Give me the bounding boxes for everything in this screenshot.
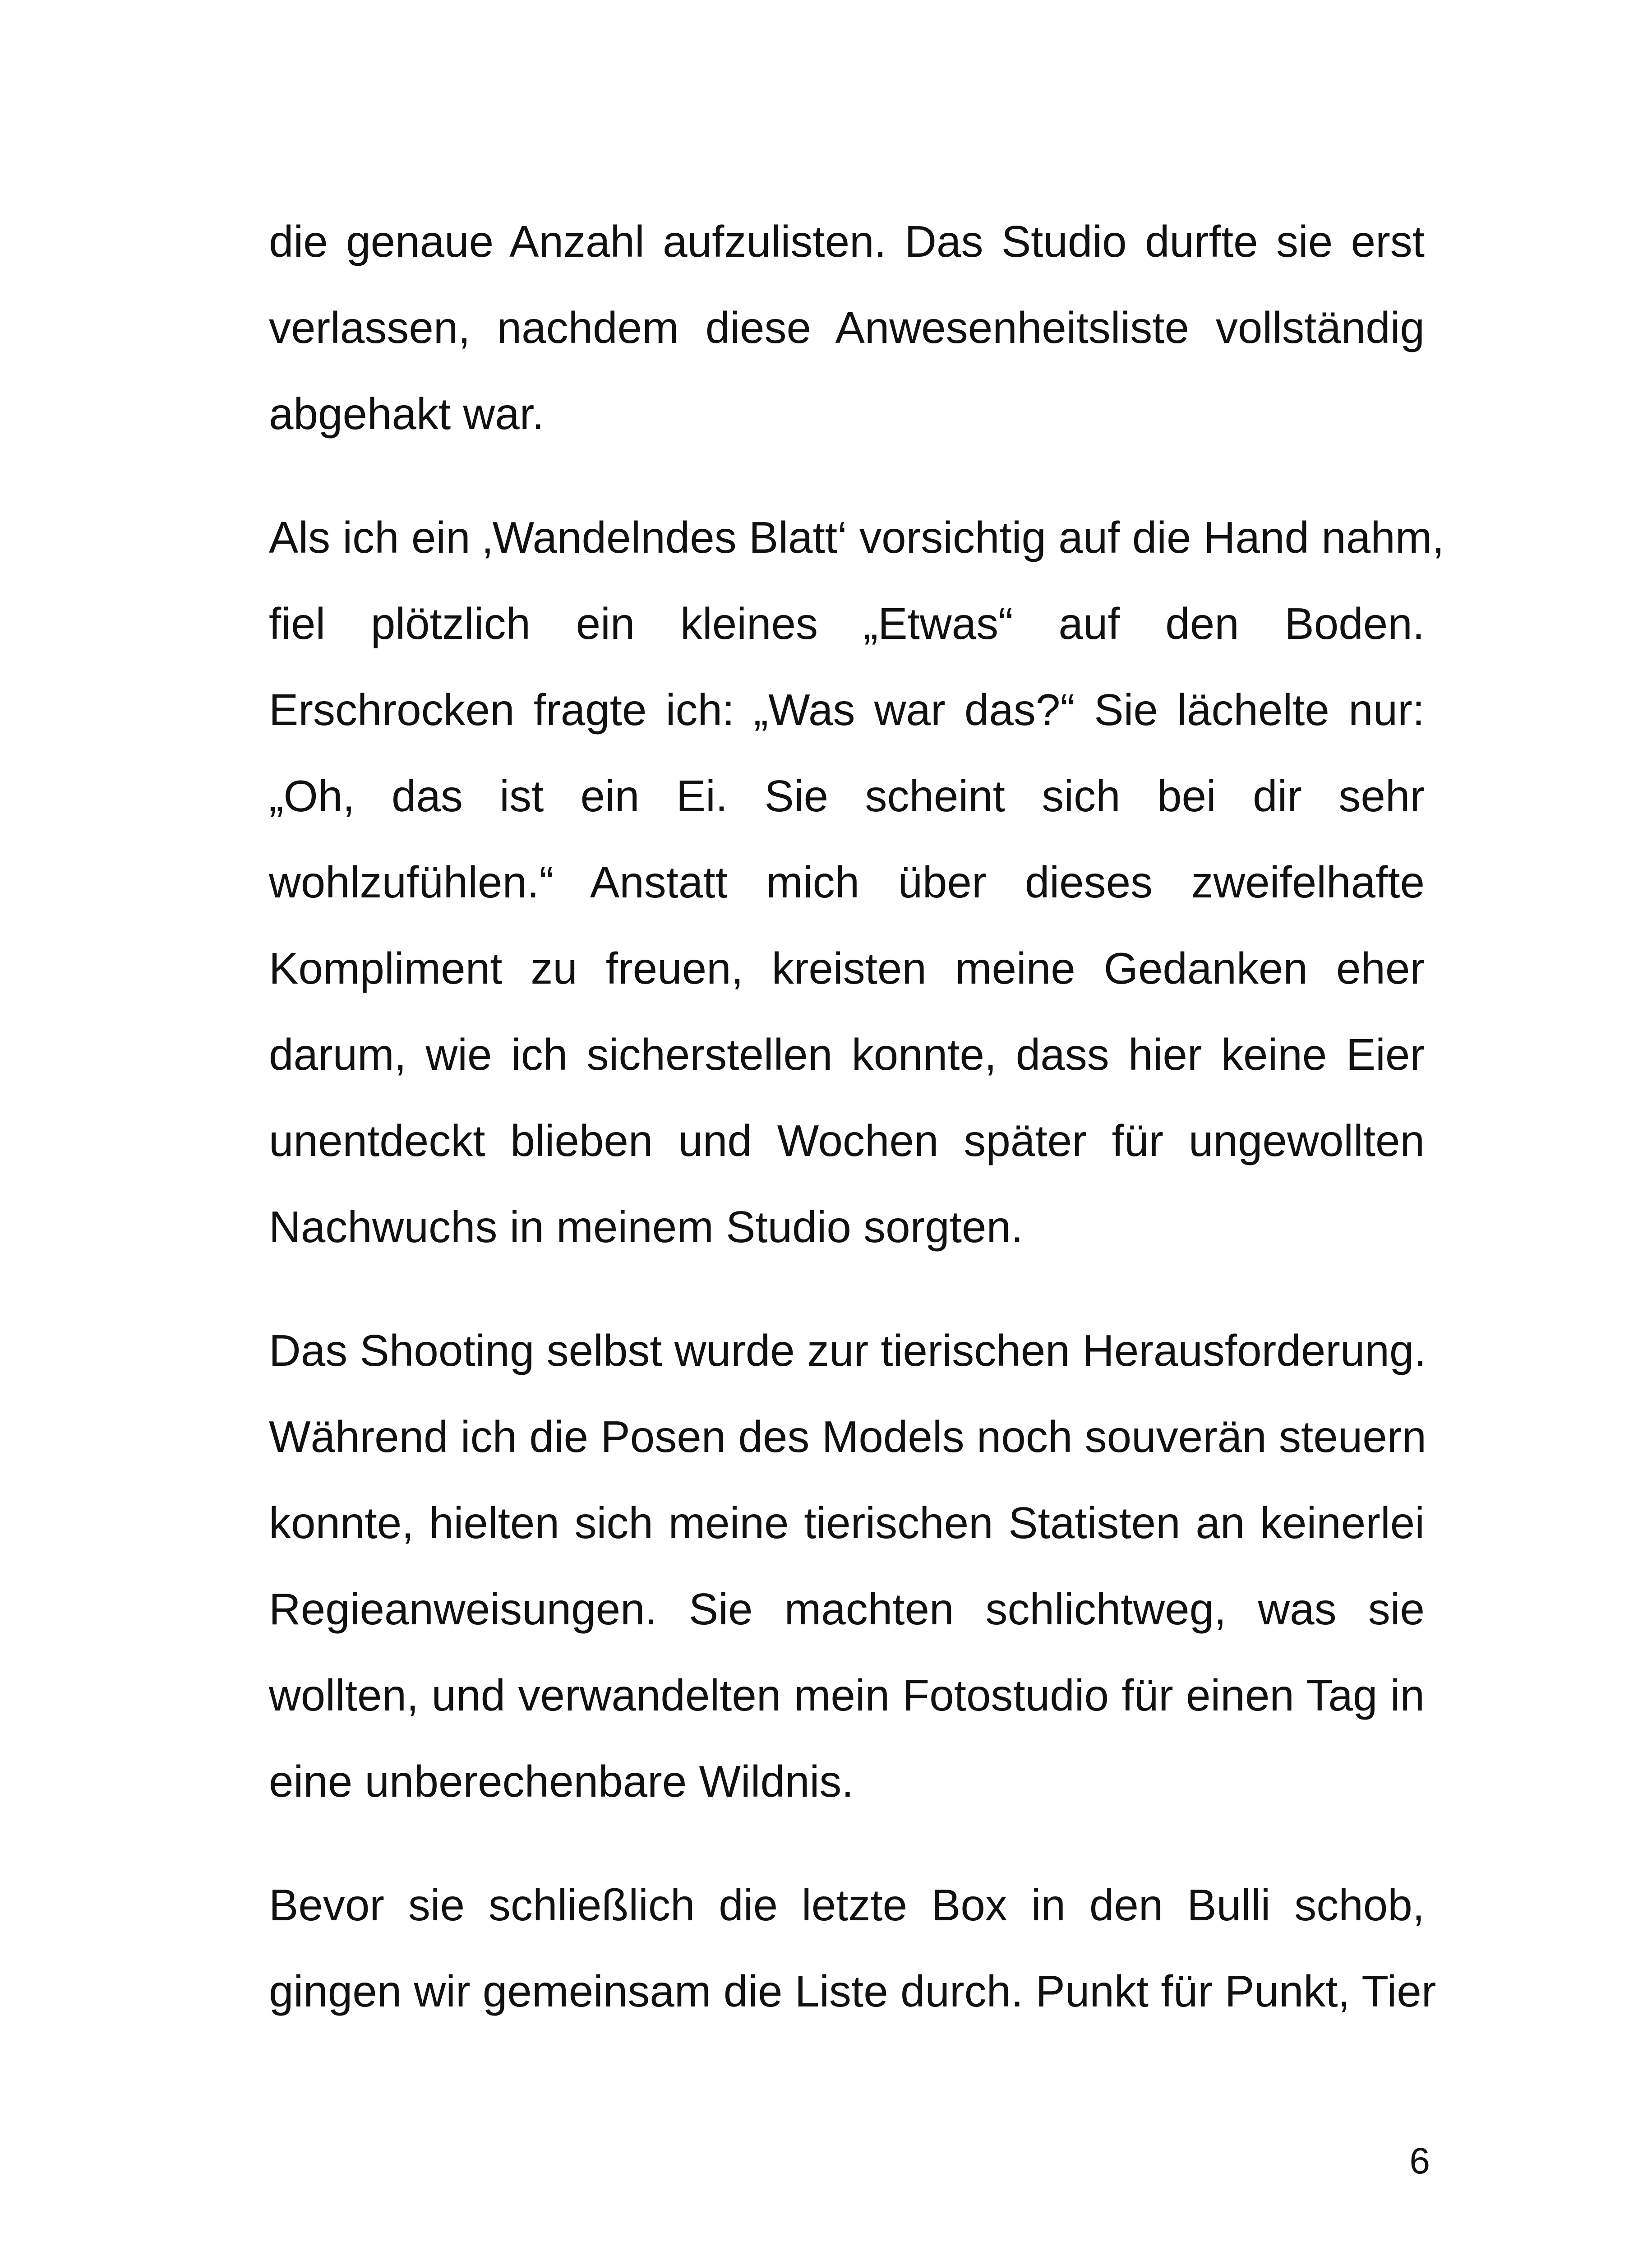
text-line: darum, wie ich sicherstellen konnte, dass hier keine Eier (269, 1030, 1425, 1079)
body-text (269, 199, 1444, 2034)
text-line: eine unberechenbare Wildnis. (269, 1757, 854, 1806)
text-line: Nachwuchs in meinem Studio sorgten. (269, 1202, 1024, 1252)
text-line: Als ich ein ‚Wandelndes Blatt‘ vorsichtig auf die Hand nahm, (269, 513, 1444, 562)
text-line: Während ich die Posen des Models noch souverän steuern (269, 1412, 1426, 1461)
text-line: Bevor sie schließlich die letzte Box in den Bulli schob, (269, 1880, 1425, 1930)
text-line: wohlzufühlen.“ Anstatt mich über dieses zweifelhafte (269, 857, 1425, 907)
page-number: 6 (1409, 2140, 1430, 2182)
text-line: konnte, hielten sich meine tierischen Statisten an keinerlei (269, 1498, 1425, 1548)
text-line: Erschrocken fragte ich: „Was war das?“ Sie lächelte nur: (269, 685, 1425, 735)
text-line: verlassen, nachdem diese Anwesenheitsliste vollständig (269, 303, 1425, 352)
paragraph-4 (269, 1862, 1436, 2034)
text-line: die genaue Anzahl aufzulisten. Das Studio durfte sie erst (269, 217, 1425, 266)
text-line: Das Shooting selbst wurde zur tierischen Herausforderung. (269, 1326, 1426, 1375)
text-line: „Oh, das ist ein Ei. Sie scheint sich bei dir sehr (269, 771, 1425, 821)
paragraph-2 (269, 495, 1444, 1270)
text-line: Regieanweisungen. Sie machten schlichtweg, was sie (269, 1584, 1425, 1634)
text-line: abgehakt war. (269, 389, 545, 439)
text-line: gingen wir gemeinsam die Liste durch. Punkt für Punkt, Tier (269, 1966, 1436, 2016)
paragraph-1 (269, 199, 1425, 457)
text-line: fiel plötzlich ein kleines „Etwas“ auf den Boden. (269, 599, 1425, 648)
text-line: unentdeckt blieben und Wochen später für ungewollten (269, 1116, 1425, 1165)
text-line: Kompliment zu freuen, kreisten meine Gedanken eher (269, 943, 1425, 993)
text-line: wollten, und verwandelten mein Fotostudio für einen Tag in (269, 1670, 1425, 1720)
paragraph-3 (269, 1308, 1425, 1825)
